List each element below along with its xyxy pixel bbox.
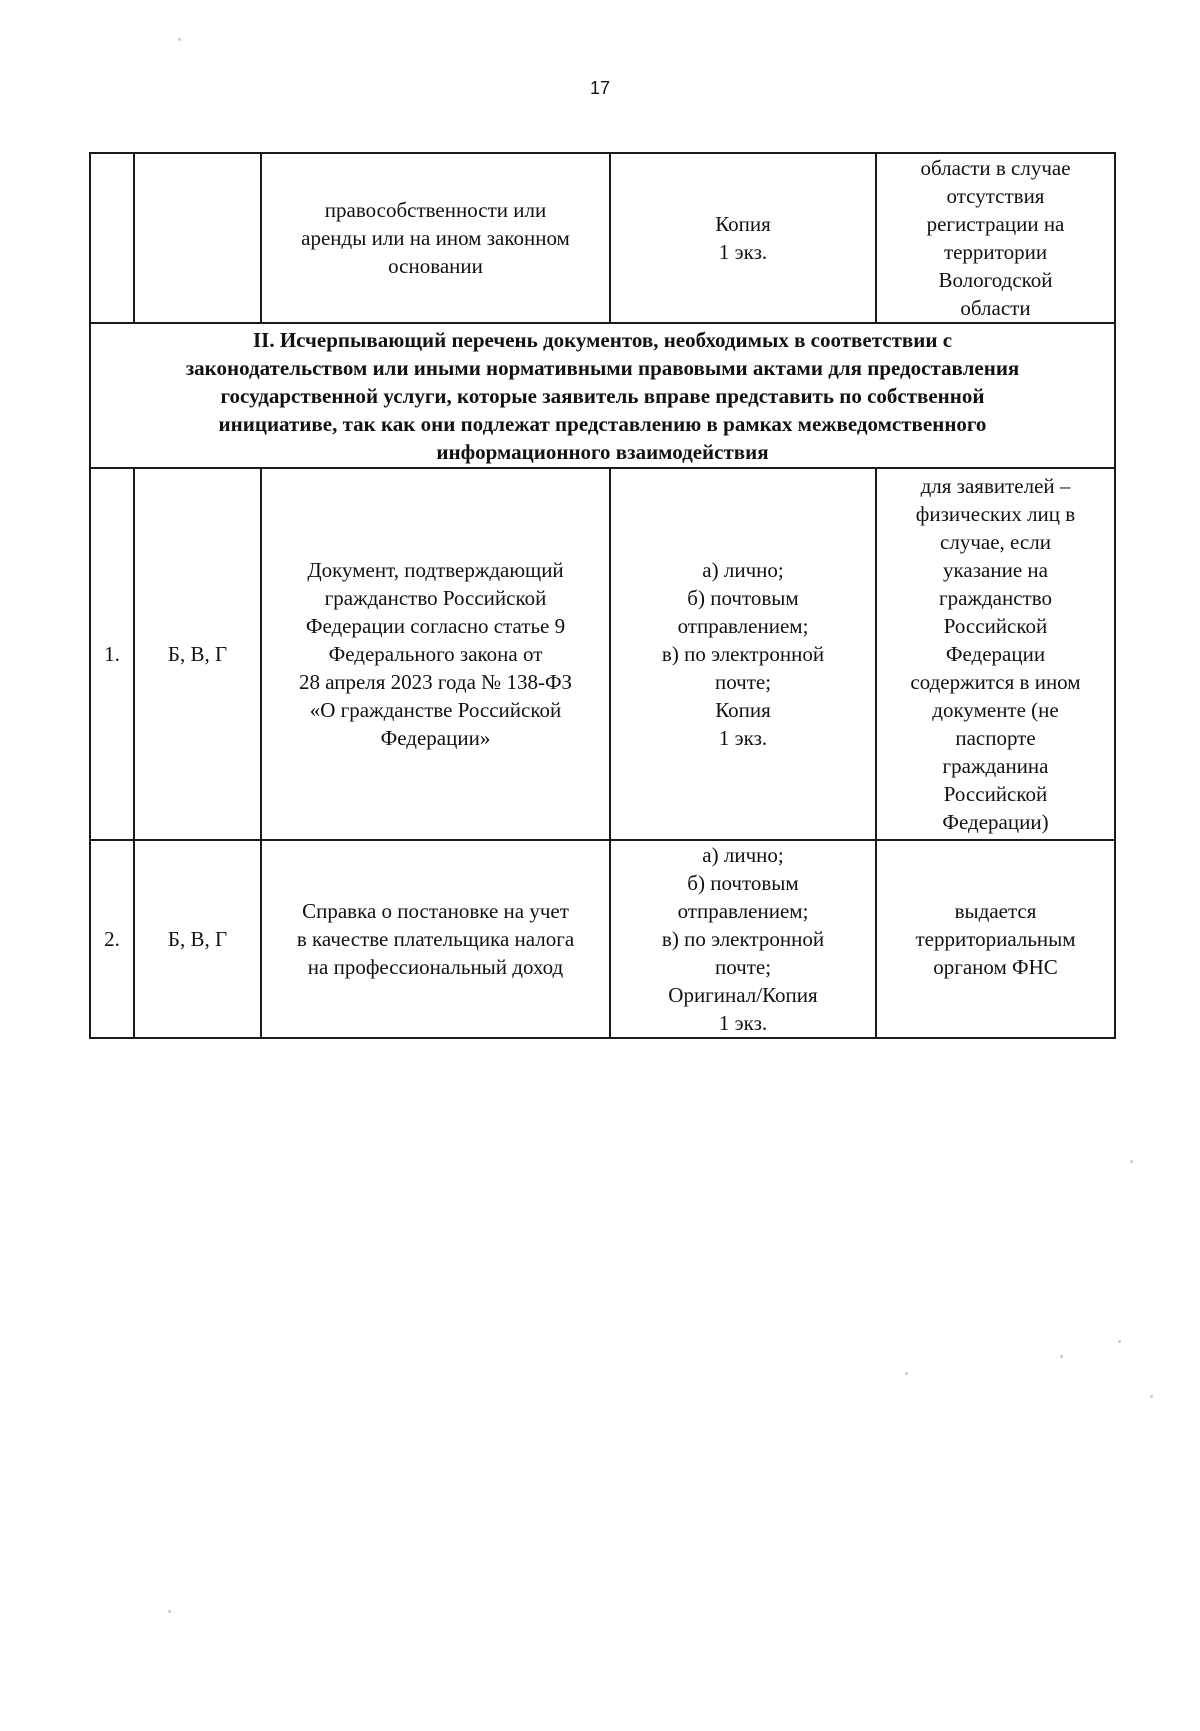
- document-line: Справка о постановке на учет: [302, 899, 569, 923]
- method-line: отправлением;: [677, 899, 809, 923]
- method-line: 1 экз.: [718, 240, 768, 264]
- method-line: Копия: [715, 212, 771, 236]
- cell-note: [876, 840, 1115, 1038]
- cell-number: 2.: [90, 840, 134, 1038]
- document-line: Федерального закона от: [328, 642, 543, 666]
- cell-note: [876, 153, 1115, 323]
- method-line: почте;: [714, 670, 772, 694]
- document-line: основании: [388, 254, 483, 278]
- method-line: 1 экз.: [718, 726, 768, 750]
- scan-dust: [1130, 1160, 1133, 1163]
- section-heading: [90, 323, 1115, 468]
- cell-document: [261, 840, 610, 1038]
- scan-dust: [1150, 1395, 1153, 1398]
- section-heading-line: информационного взаимодействия: [436, 439, 769, 464]
- document-line: на профессиональный доход: [307, 955, 564, 979]
- note-line: области в случае: [920, 156, 1071, 180]
- note-line: регистрации на: [926, 212, 1065, 236]
- scan-dust: [168, 1610, 171, 1613]
- method-line: б) почтовым: [687, 586, 799, 610]
- cell-document: [261, 468, 610, 840]
- table-row: [90, 840, 1115, 1038]
- cell-document: [261, 153, 610, 323]
- cell-note: [876, 468, 1115, 840]
- cell-categories: Б, В, Г: [134, 840, 261, 1038]
- note-line: указание на: [943, 558, 1048, 582]
- cell-method: [610, 468, 876, 840]
- note-line: Федерации): [942, 810, 1049, 834]
- document-line: «О гражданстве Российской: [309, 698, 562, 722]
- note-line: органом ФНС: [933, 955, 1058, 979]
- note-line: физических лиц в: [915, 502, 1076, 526]
- note-line: Федерации: [945, 642, 1046, 666]
- note-line: Вологодской: [938, 268, 1053, 292]
- scan-dust: [1060, 1355, 1063, 1358]
- note-line: Российской: [943, 782, 1048, 806]
- scan-dust: [1118, 1340, 1121, 1343]
- section-heading-line: государственной услуги, которые заявитель вправе представить по собственной: [220, 383, 985, 408]
- note-line: территориальным: [915, 927, 1076, 951]
- documents-table: [89, 152, 1116, 1039]
- method-line: б) почтовым: [687, 871, 799, 895]
- document-line: Федерации согласно статье 9: [305, 614, 566, 638]
- note-line: Российской: [943, 614, 1048, 638]
- cell-categories: Б, В, Г: [134, 468, 261, 840]
- document-line: Документ, подтверждающий: [307, 558, 564, 582]
- method-line: 1 экз.: [718, 1011, 768, 1035]
- note-line: отсутствия: [946, 184, 1045, 208]
- method-line: а) лично;: [702, 558, 784, 582]
- table-row-continued: [90, 153, 1115, 323]
- note-line: для заявителей –: [920, 474, 1071, 498]
- section-heading-line: законодательством или иными нормативными правовыми актами для предоставления: [185, 355, 1020, 380]
- table-row: [90, 468, 1115, 840]
- document-line: правособственности или: [324, 198, 547, 222]
- note-line: территории: [943, 240, 1048, 264]
- cell-categories-empty: [134, 153, 261, 323]
- note-line: выдается: [954, 899, 1037, 923]
- scan-dust: [178, 38, 181, 41]
- cell-method: [610, 840, 876, 1038]
- note-line: паспорте: [955, 726, 1036, 750]
- note-line: области: [960, 296, 1031, 320]
- method-line: отправлением;: [677, 614, 809, 638]
- document-line: гражданство Российской: [324, 586, 547, 610]
- method-line: в) по электронной: [661, 927, 825, 951]
- note-line: содержится в ином: [910, 670, 1081, 694]
- document-line: Федерации»: [380, 726, 491, 750]
- cell-number-empty: [90, 153, 134, 323]
- note-line: гражданина: [942, 754, 1049, 778]
- section-heading-line: II. Исчерпывающий перечень документов, необходимых в соответствии с: [252, 327, 953, 352]
- scan-dust: [905, 1372, 908, 1375]
- method-line: в) по электронной: [661, 642, 825, 666]
- cell-number: 1.: [90, 468, 134, 840]
- document-line: в качестве плательщика налога: [296, 927, 575, 951]
- note-line: гражданство: [939, 586, 1052, 610]
- document-line: 28 апреля 2023 года № 138-ФЗ: [298, 670, 573, 694]
- note-line: случае, если: [940, 530, 1051, 554]
- method-line: Копия: [715, 698, 771, 722]
- method-line: почте;: [714, 955, 772, 979]
- cell-method: [610, 153, 876, 323]
- note-line: документе (не: [932, 698, 1059, 722]
- document-line: аренды или на ином законном: [301, 226, 570, 250]
- section-heading-row: [90, 323, 1115, 468]
- method-line: а) лично;: [702, 843, 784, 867]
- section-heading-line: инициативе, так как они подлежат представлению в рамках межведомственного: [218, 411, 987, 436]
- method-line: Оригинал/Копия: [668, 983, 818, 1007]
- page-number: 17: [589, 78, 611, 98]
